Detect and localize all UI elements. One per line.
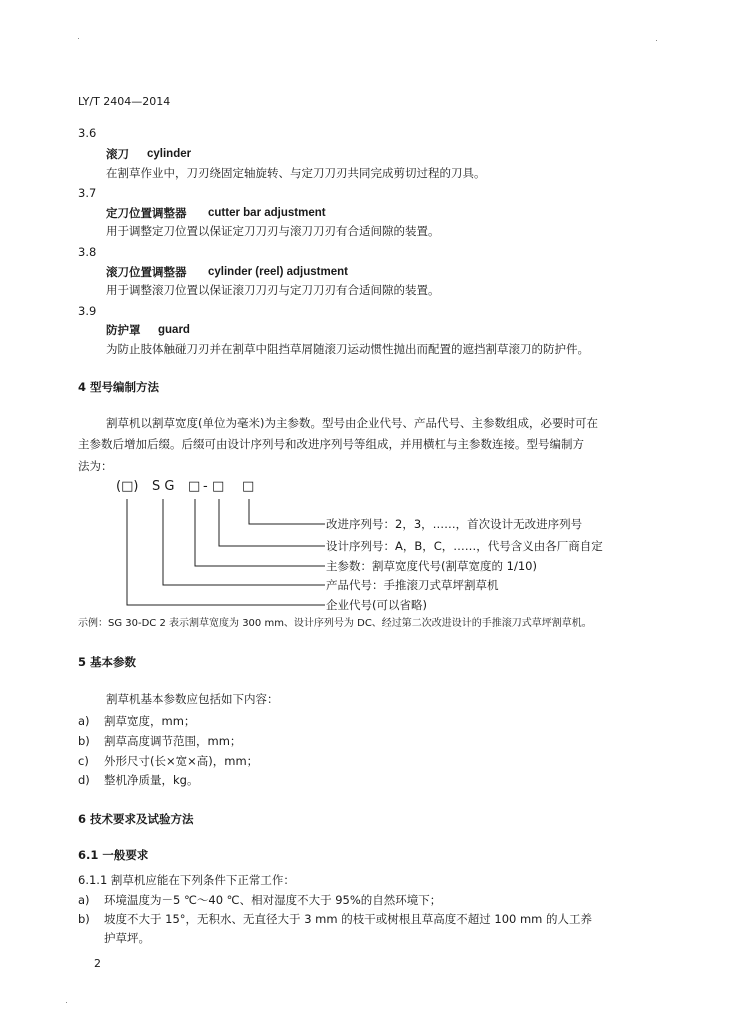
page-number: 2 bbox=[94, 957, 101, 970]
term-definition: 在割草作业中，刀刃绕固定轴旋转、与定刀刀刃共同完成剪切过程的刀具。 bbox=[106, 166, 486, 180]
model-product-code: S G bbox=[152, 479, 175, 494]
standard-code: LY/T 2404—2014 bbox=[78, 95, 171, 108]
model-param-box: □ bbox=[188, 479, 201, 494]
label-product-code: 产品代号：手推滚刀式草坪割草机 bbox=[326, 578, 499, 592]
model-design-box: □ bbox=[212, 479, 225, 494]
clause-number: 3.9 bbox=[78, 304, 97, 318]
scan-speck bbox=[66, 1002, 67, 1003]
leader-line-design bbox=[219, 499, 325, 546]
term-zh: 滚刀位置调整器 bbox=[106, 265, 187, 279]
subsection-heading: 6.1 一般要求 bbox=[78, 848, 149, 862]
model-improve-box: □ bbox=[242, 479, 255, 494]
paragraph-line: 法为： bbox=[78, 459, 113, 473]
model-prefix: (□) bbox=[116, 479, 139, 494]
clause-number: 3.8 bbox=[78, 245, 97, 259]
clause-number: 3.6 bbox=[78, 126, 97, 140]
term-en: cylinder bbox=[147, 148, 192, 160]
list-item-text: 整机净质量，kg。 bbox=[104, 773, 199, 787]
list-item-mark: a) bbox=[78, 714, 90, 728]
leader-line-improve bbox=[249, 499, 325, 524]
label-design-serial: 设计序列号：A，B，C，……，代号含义由各厂商自定 bbox=[326, 539, 603, 553]
term-zh: 定刀位置调整器 bbox=[106, 206, 187, 220]
list-item-text: 外形尺寸(长×宽×高)，mm； bbox=[104, 754, 259, 768]
list-item-continuation: 护草坪。 bbox=[104, 931, 150, 945]
list-item-mark: a) bbox=[78, 893, 90, 907]
list-item-text: 坡度不大于 15°，无积水、无直径大于 3 mm 的枝干或树根且草高度不超过 100 mm 的人工养 bbox=[104, 912, 593, 926]
clause-number: 3.7 bbox=[78, 186, 97, 200]
paragraph-line: 割草机基本参数应包括如下内容： bbox=[106, 692, 279, 706]
list-item-text: 环境温度为－5 ℃～40 ℃、相对湿度不大于 95%的自然环境下； bbox=[104, 893, 442, 907]
section-heading: 6 技术要求及试验方法 bbox=[78, 812, 194, 826]
list-item-mark: c) bbox=[78, 754, 89, 768]
term-definition: 为防止肢体触碰刀刃并在割草中阻挡草屑随滚刀运动惯性抛出而配置的遮挡割草滚刀的防护件。 bbox=[106, 342, 589, 356]
leader-line-product bbox=[163, 499, 325, 585]
scan-speck bbox=[78, 38, 79, 39]
list-item-text: 割草宽度，mm； bbox=[104, 714, 196, 728]
example-note: 示例：SG 30-DC 2 表示割草宽度为 300 mm、设计序列号为 DC、经过第二次改进设计的手推滚刀式草坪割草机。 bbox=[78, 618, 592, 629]
term-zh: 滚刀 bbox=[106, 147, 129, 161]
label-enterprise-code: 企业代号(可以省略) bbox=[326, 598, 427, 612]
paragraph-line: 割草机以割草宽度(单位为毫米)为主参数。型号由企业代号、产品代号、主参数组成，必要时可在 bbox=[106, 416, 598, 430]
term-en: cutter bar adjustment bbox=[208, 207, 326, 219]
list-item-mark: b) bbox=[78, 912, 90, 926]
model-dash: - bbox=[203, 479, 208, 494]
term-en: cylinder (reel) adjustment bbox=[208, 266, 348, 278]
clause-text: 6.1.1 割草机应能在下列条件下正常工作： bbox=[78, 873, 295, 887]
list-item-text: 割草高度调节范围，mm； bbox=[104, 734, 242, 748]
term-zh: 防护罩 bbox=[106, 323, 141, 337]
list-item-mark: d) bbox=[78, 773, 90, 787]
label-improve-serial: 改进序列号：2，3，……，首次设计无改进序列号 bbox=[326, 517, 583, 531]
scan-speck bbox=[656, 40, 657, 41]
section-heading: 5 基本参数 bbox=[78, 655, 137, 669]
leader-line-enterprise bbox=[127, 499, 325, 605]
label-main-param: 主参数：割草宽度代号(割草宽度的 1/10) bbox=[326, 559, 537, 573]
term-definition: 用于调整定刀位置以保证定刀刀刃与滚刀刀刃有合适间隙的装置。 bbox=[106, 224, 440, 238]
list-item-mark: b) bbox=[78, 734, 90, 748]
leader-line-param bbox=[195, 499, 325, 566]
term-definition: 用于调整滚刀位置以保证滚刀刀刃与定刀刀刃有合适间隙的装置。 bbox=[106, 283, 440, 297]
paragraph-line: 主参数后增加后缀。后缀可由设计序列号和改进序列号等组成，并用横杠与主参数连接。型号编制方 bbox=[78, 437, 584, 451]
section-heading: 4 型号编制方法 bbox=[78, 380, 160, 394]
term-en: guard bbox=[158, 324, 190, 336]
